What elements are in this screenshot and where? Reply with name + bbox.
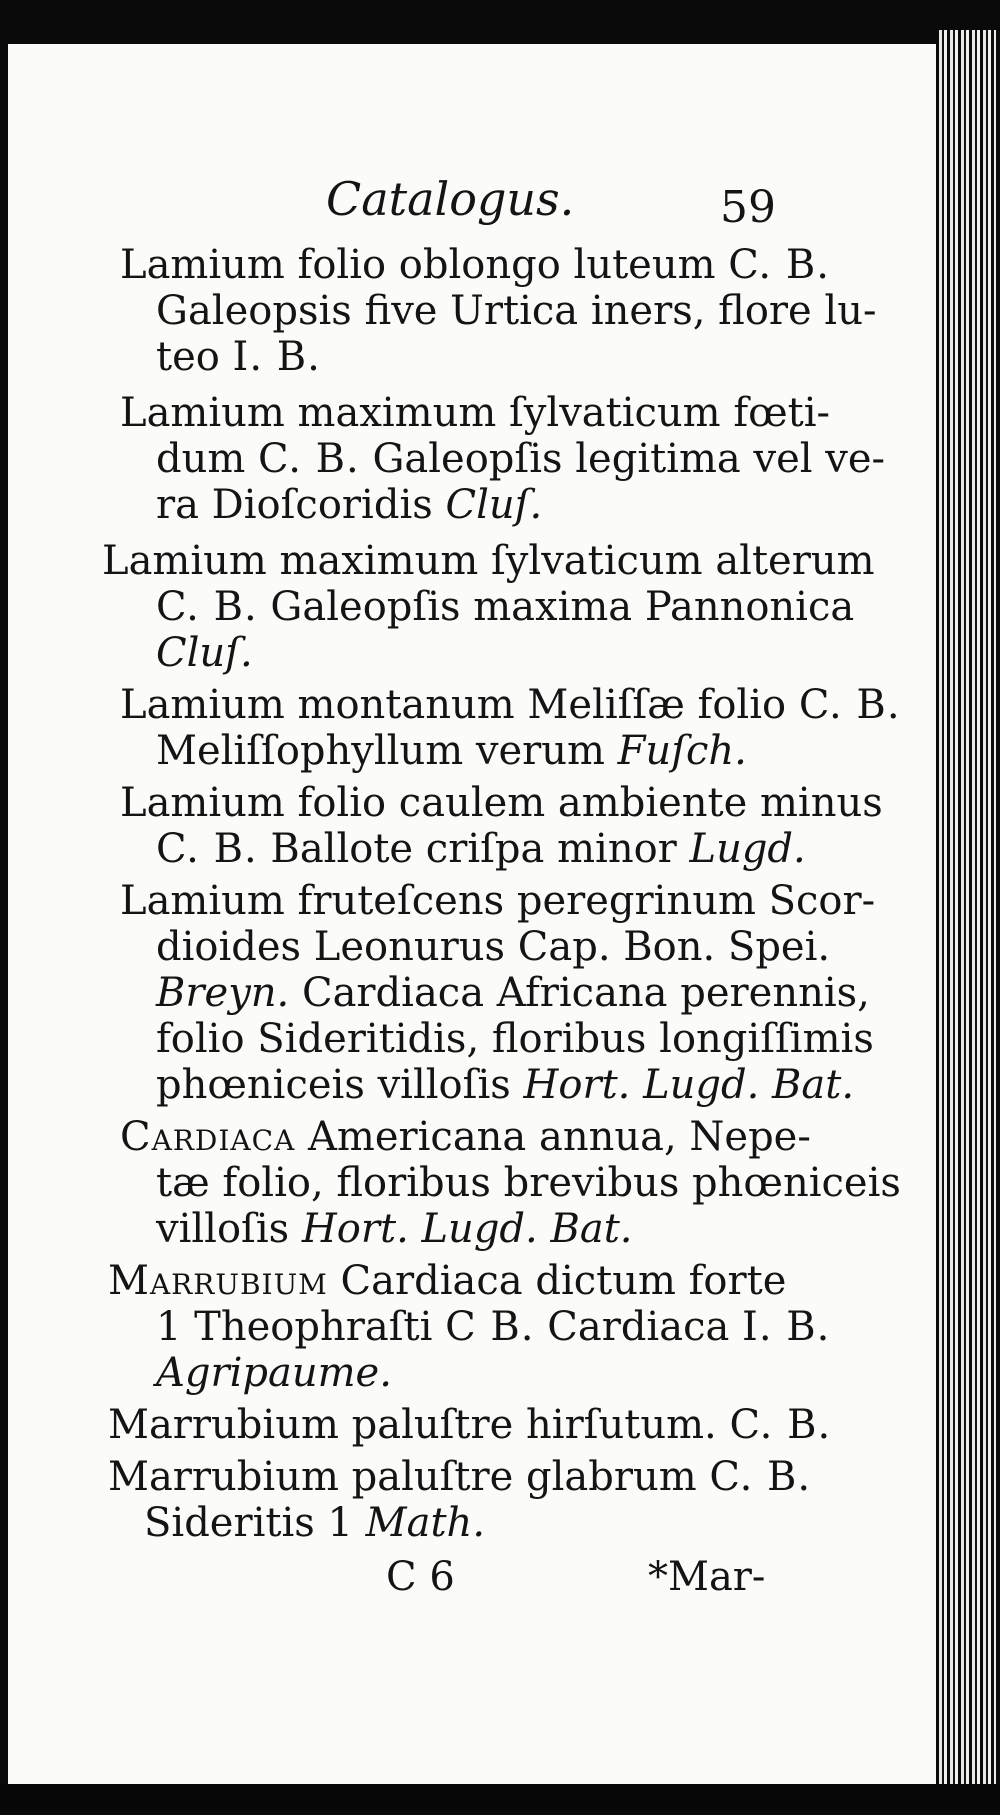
page-number: 59: [720, 182, 776, 233]
page-edges: [936, 30, 996, 1790]
catalog-line: villoſis Hort. Lugd. Bat.: [156, 1206, 633, 1252]
catalog-line: tæ folio, floribus brevibus phœniceis: [156, 1160, 901, 1206]
catalog-line: Breyn. Cardiaca Africana perennis,: [156, 970, 870, 1016]
catalog-line: Marrubium paluſtre hirſutum. C. B.: [108, 1402, 832, 1448]
catalog-line: folio Sideritidis, floribus longiſſimis: [156, 1016, 874, 1062]
catalog-line: C. B. Galeopſis maxima Pannonica: [156, 584, 855, 630]
catchword: *Mar-: [648, 1554, 766, 1600]
catalog-line: Sideritis 1 Math.: [144, 1500, 486, 1546]
catalog-line: dum C. B. Galeopſis legitima vel ve-: [156, 436, 886, 482]
catalog-line: Lamium montanum Meliſſæ folio C. B.: [120, 682, 901, 728]
running-title: Catalogus.: [326, 172, 575, 226]
catalog-line: Lamium folio oblongo luteum C. B.: [120, 242, 830, 288]
signature-mark: C 6: [386, 1554, 455, 1600]
catalog-line: Cluſ.: [156, 630, 253, 676]
book-page: [8, 44, 940, 1784]
catalog-line: Agripaume.: [156, 1350, 392, 1396]
catalog-line: Marrubium paluſtre glabrum C. B.: [108, 1454, 812, 1500]
catalog-line: Lamium folio caulem ambiente minus: [120, 780, 883, 826]
catalog-line: dioides Leonurus Cap. Bon. Spei.: [156, 924, 831, 970]
catalog-line: Galeopsis five Urtica iners, flore lu-: [156, 288, 877, 334]
catalog-line: 1 Theophraſti C B. Cardiaca I. B.: [156, 1304, 831, 1350]
catalog-line: Cardiaca Americana annua, Nepe-: [120, 1114, 811, 1160]
catalog-line: teo I. B.: [156, 334, 321, 380]
bottom-scan-border: [0, 1784, 1000, 1815]
catalog-line: Lamium fruteſcens peregrinum Scor-: [120, 878, 876, 924]
catalog-line: phœniceis villoſis Hort. Lugd. Bat.: [156, 1062, 855, 1108]
catalog-line: Meliſſophyllum verum Fuſch.: [156, 728, 747, 774]
catalog-line: ra Dioſcoridis Cluſ.: [156, 482, 543, 528]
page-text: [8, 44, 940, 1784]
catalog-line: Lamium maximum ſylvaticum alterum: [102, 538, 875, 584]
catalog-line: Lamium maximum ſylvaticum fœti-: [120, 390, 831, 436]
top-scan-border: [0, 0, 1000, 44]
catalog-line: Marrubium Cardiaca dictum forte: [108, 1258, 787, 1304]
catalog-line: C. B. Ballote criſpa minor Lugd.: [156, 826, 806, 872]
